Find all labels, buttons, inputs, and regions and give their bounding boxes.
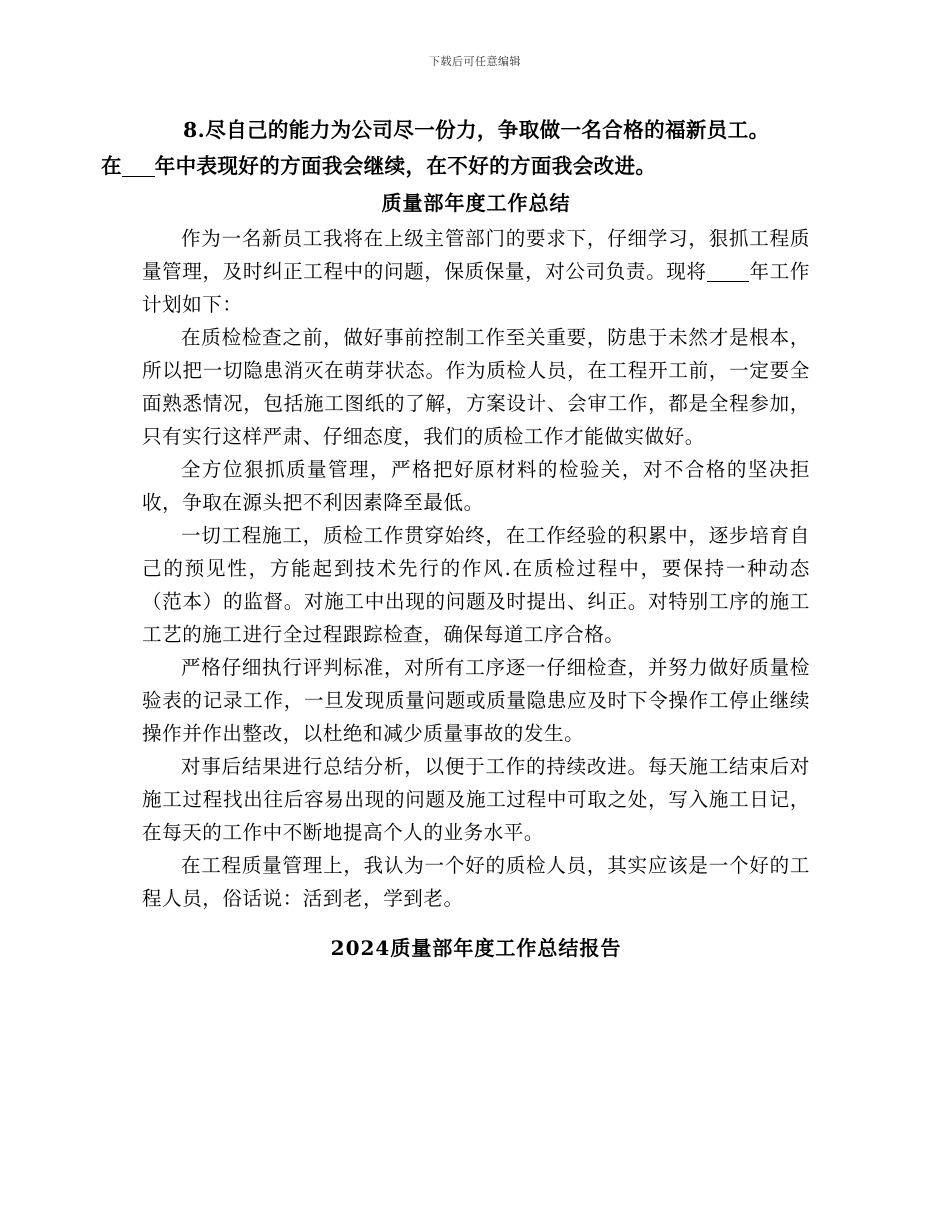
- page-header: 下载后可任意编辑: [429, 55, 521, 68]
- paragraph-1-start: 作为一名新员工我将在上级主管部门的要求下，仔细学习，狠抓工程质量管理，及时纠正工程中的问题，保质保量，对公司负责。现将: [142, 227, 810, 283]
- report-title: 2024质量部年度工作总结报告: [330, 936, 622, 960]
- paragraph-1-end: 年工作计划如下：: [142, 260, 810, 316]
- section-title: 质量部年度工作总结: [381, 191, 571, 215]
- paragraph-6: 对事后结果进行总结分析，以便于工作的持续改进。每天施工结束后对施工过程找出往后容易出现的问题及施工过程中可取之处，写入施工日记，在每天的工作中不断地提高个人的业务水平。: [142, 755, 810, 844]
- paragraph-7: 在工程质量管理上，我认为一个好的质检人员，其实应该是一个好的工程人员，俗话说：活到老，学到老。: [142, 854, 810, 910]
- paragraph-1: [142, 222, 810, 321]
- paragraph-4: 一切工程施工，质检工作贯穿始终，在工作经验的积累中，逐步培育自己的预见性，方能起到技术先行的作风.在质检过程中，要保持一种动态（范本）的监督。对施工中出现的问题及时提出、纠正。对特别工序的施工工艺的施工进行全过程跟踪检查，确保每道工序合格。: [142, 524, 810, 646]
- blank-underline: [122, 156, 155, 178]
- paragraph-5: 严格仔细执行评判标准，对所有工序逐一仔细检查，并努力做好质量检验表的记录工作，一旦发现质量问题或质量隐患应及时下令操作工停止继续操作并作出整改，以杜绝和减少质量事故的发生。: [142, 656, 810, 745]
- intro-paragraph: [101, 112, 810, 184]
- blank-underline: [707, 261, 750, 282]
- paragraph-3: 全方位狠抓质量管理，严格把好原材料的检验关，对不合格的坚决拒收，争取在源头把不利因素降至最低。: [142, 458, 810, 514]
- intro-line-1: 8.尽自己的能力为公司尽一份力，争取做一名合格的福新员工。: [183, 118, 770, 142]
- intro-line-2-end: 年中表现好的方面我会继续，在不好的方面我会改进。: [154, 154, 657, 178]
- intro-line-2-start: 在: [101, 154, 122, 178]
- document-body: [101, 112, 810, 967]
- paragraph-2: 在质检检查之前，做好事前控制工作至关重要，防患于未然才是根本，所以把一切隐患消灭在萌芽状态。作为质检人员，在工程开工前，一定要全面熟悉情况，包括施工图纸的了解，方案设计、会审工作，都是全程参加，只有实行这样严肃、仔细态度，我们的质检工作才能做实做好。: [142, 326, 810, 448]
